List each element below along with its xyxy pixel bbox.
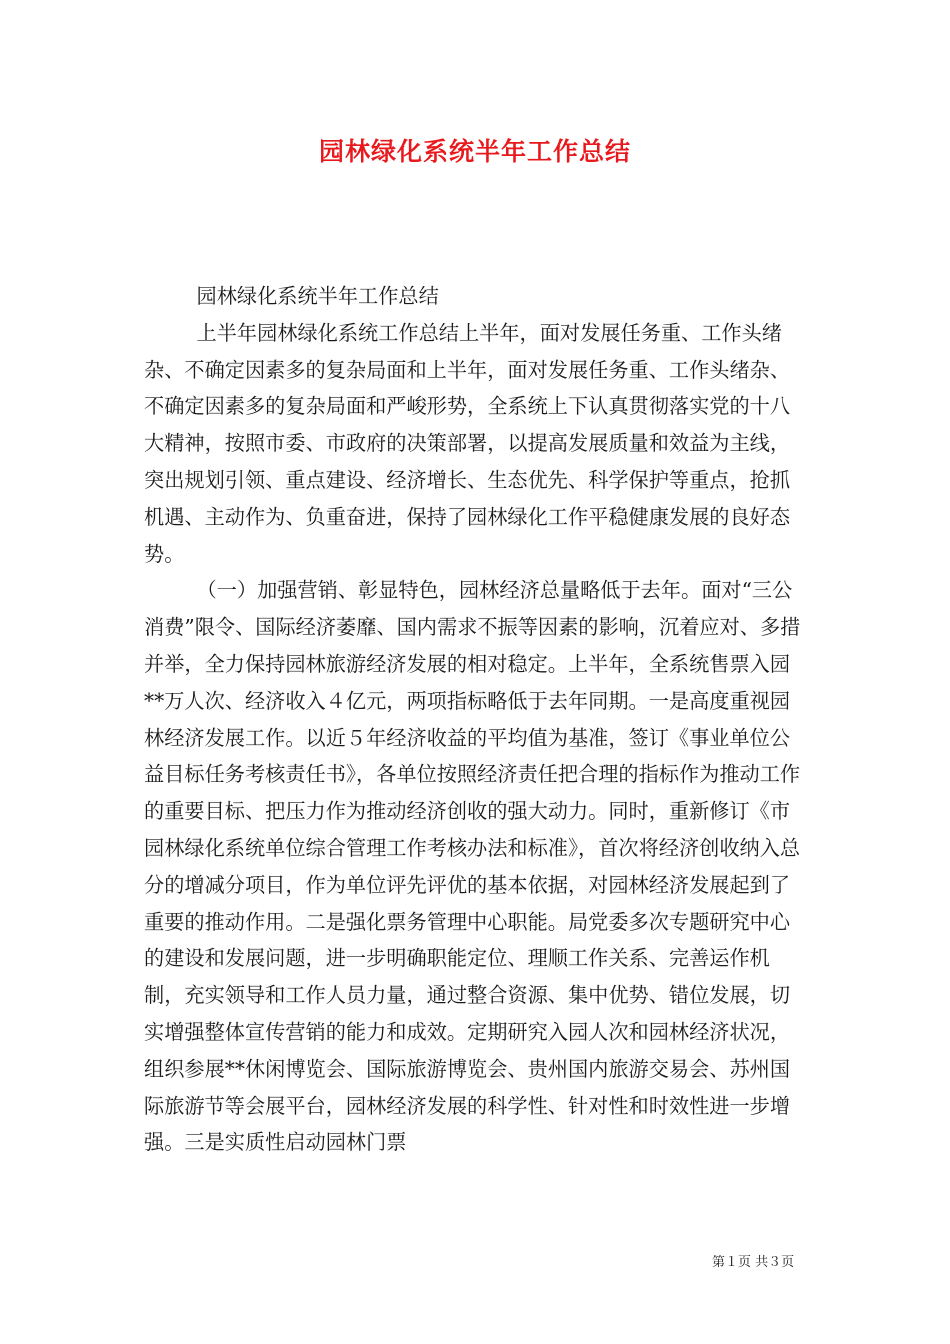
body-intro-paragraph: 上半年园林绿化系统工作总结上半年，面对发展任务重、工作头绪杂、不确定因素多的复杂局面和上半年，面对发展任务重、工作头绪杂、不确定因素多的复杂局面和严峻形势，全系统上下认真贯彻落实党的十八大精神，按照市委、市政府的决策部署，以提高发展质量和效益为主线，突出规划引领、重点建设、经济增长、生态优先、科学保护等重点，抢抓机遇、主动作为、负重奋进，保持了园林绿化工作平稳健康发展的良好态势。 [144, 320, 791, 566]
body-section-one-paragraph: （一）加强营销、彰显特色，园林经济总量略低于去年。面对“三公消费”限令、国际经济萎靡、国内需求不振等因素的影响，沉着应对、多措并举，全力保持园林旅游经济发展的相对稳定。上半年，全系统售票入园**万人次、经济收入４亿元，两项指标略低于去年同期。一是高度重视园林经济发展工作。以近５年经济收益的平均值为基准，签订《事业单位公益目标任务考核责任书》，各单位按照经济责任把合理的指标作为推动工作的重要目标、把压力作为推动经济创收的强大动力。同时，重新修订《市园林绿化系统单位综合管理工作考核办法和标准》，首次将经济创收纳入总分的增减分项目，作为单位评先评优的基本依据，对园林经济发展起到了重要的推动作用。二是强化票务管理中心职能。局党委多次专题研究中心的建设和发展问题，进一步明确职能定位、理顺工作关系、完善运作机制，充实领导和工作人员力量，通过整合资源、集中优势、错位发展，切实增强整体宣传营销的能力和成效。定期研究入园人次和园林经济状况，组织参展**休闲博览会、国际旅游博览会、贵州国内旅游交易会、苏州国际旅游节等会展平台，园林经济发展的科学性、针对性和时效性进一步增强。三是实质性启动园林门票 [144, 578, 801, 1155]
body-subtitle-paragraph: 园林绿化系统半年工作总结 [196, 284, 439, 308]
document-title: 园林绿化系统半年工作总结 [318, 137, 631, 166]
document-body [144, 278, 804, 1161]
page-number-footer: 第１页 共３页 [712, 1255, 795, 1270]
